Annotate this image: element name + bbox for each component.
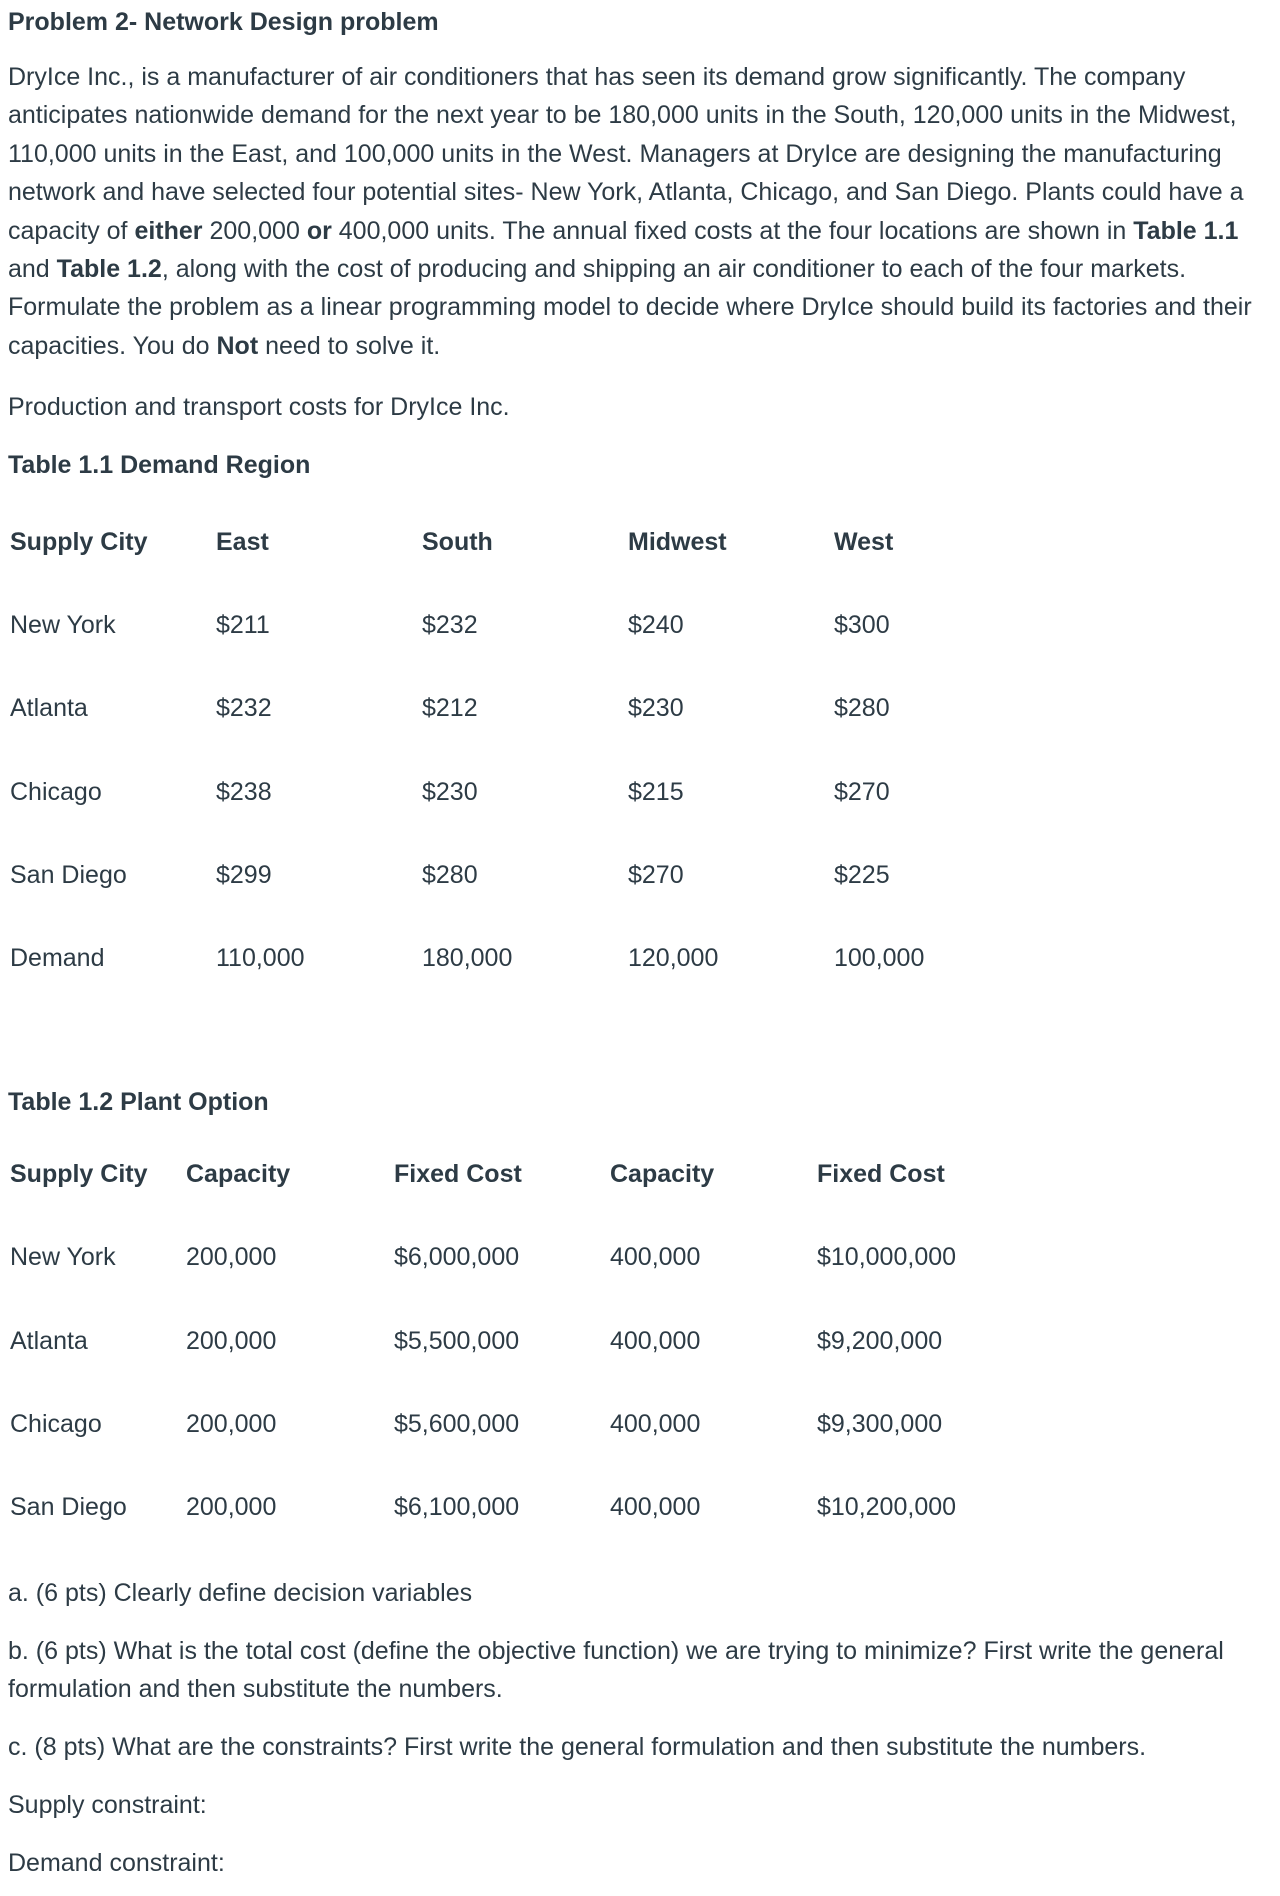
table2-cell-r3-c2: $6,100,000 <box>394 1493 520 1521</box>
question-c: c. (8 pts) What are the constraints? First write the general formulation and then substitute the numbers. <box>8 1733 1147 1761</box>
table2-cell-r2-c1: 200,000 <box>186 1410 277 1438</box>
intro-text-1: DryIce Inc., is a manufacturer of air conditioners that has seen its demand grow significantly. The company anticipates nationwide demand for the next year to be 180,000 units in the South, 120,000 units in the Midwest, 110,000 units in the East, and 100,000 units in the West. Managers at DryIce are designing the manufacturing network and have selected four potential sites- New York, Atlanta, Chicago, and San Diego. Plants could have a capacity of <box>8 63 1244 245</box>
intro-bold-table12: Table 1.2 <box>56 255 162 284</box>
table2-header-2: Fixed Cost <box>394 1160 522 1188</box>
table1-cell-r1-c2: $212 <box>422 694 478 722</box>
table2-cell-r2-c2: $5,600,000 <box>394 1410 520 1438</box>
table1-cell-r0-c0: New York <box>10 611 116 639</box>
table1-cell-r0-c4: $300 <box>834 611 890 639</box>
intro-text-6: need to solve it. <box>258 331 441 360</box>
table2-cell-r0-c1: 200,000 <box>186 1243 277 1271</box>
table1-cell-r0-c3: $240 <box>628 611 684 639</box>
table2-cell-r3-c4: $10,200,000 <box>817 1493 957 1521</box>
table1-cell-r4-c1: 110,000 <box>216 944 305 972</box>
problem-title: Problem 2- Network Design problem <box>8 8 439 36</box>
table2-cell-r3-c3: 400,000 <box>610 1493 701 1521</box>
table1-cell-r3-c0: San Diego <box>10 861 127 889</box>
table1-cell-r2-c0: Chicago <box>10 778 102 806</box>
supply-constraint-label: Supply constraint: <box>8 1791 207 1819</box>
table1-cell-r2-c3: $215 <box>628 778 684 806</box>
table2-cell-r0-c4: $10,000,000 <box>817 1243 957 1271</box>
intro-bold-either: either <box>134 216 203 245</box>
table1-cell-r0-c1: $211 <box>216 611 270 639</box>
table2-cell-r3-c1: 200,000 <box>186 1493 277 1521</box>
table2-header-0: Supply City <box>10 1160 148 1188</box>
table1-cell-r1-c4: $280 <box>834 694 890 722</box>
table2-header-4: Fixed Cost <box>817 1160 945 1188</box>
table1-cell-r1-c0: Atlanta <box>10 694 88 722</box>
table1-cell-r3-c2: $280 <box>422 861 478 889</box>
table1-cell-r4-c0: Demand <box>10 944 105 972</box>
table2-cell-r3-c0: San Diego <box>10 1493 127 1521</box>
table1-cell-r3-c1: $299 <box>216 861 272 889</box>
intro-text-4: and <box>8 255 57 284</box>
costs-caption: Production and transport costs for DryIce Inc. <box>8 393 510 421</box>
table2-cell-r1-c4: $9,200,000 <box>817 1327 943 1355</box>
demand-constraint-label: Demand constraint: <box>8 1849 225 1877</box>
intro-text-3: 400,000 units. The annual fixed costs at the four locations are shown in <box>331 216 1134 245</box>
table1-cell-r3-c4: $225 <box>834 861 890 889</box>
table2-cell-r0-c2: $6,000,000 <box>394 1243 520 1271</box>
question-a: a. (6 pts) Clearly define decision variables <box>8 1579 473 1607</box>
table1-cell-r0-c2: $232 <box>422 611 478 639</box>
question-b: b. (6 pts) What is the total cost (define the objective function) we are trying to minimize? First write the general formulation and then substitute the numbers. <box>8 1637 1224 1704</box>
table1-title: Table 1.1 Demand Region <box>8 451 311 479</box>
table2-cell-r0-c3: 400,000 <box>610 1243 701 1271</box>
table1-header-2: South <box>422 528 493 556</box>
table1-cell-r3-c3: $270 <box>628 861 684 889</box>
table1-header-1: East <box>216 528 269 556</box>
table1-header-0: Supply City <box>10 528 148 556</box>
table1-header-3: Midwest <box>628 528 727 556</box>
table2-header-1: Capacity <box>186 1160 291 1188</box>
intro-bold-or: or <box>306 216 332 245</box>
problem-description <box>8 58 1272 365</box>
table2-cell-r1-c3: 400,000 <box>610 1327 701 1355</box>
table1-header-4: West <box>834 528 894 556</box>
table1-cell-r4-c3: 120,000 <box>628 944 719 972</box>
table1-cell-r2-c1: $238 <box>216 778 272 806</box>
table2-cell-r2-c3: 400,000 <box>610 1410 701 1438</box>
table2-cell-r1-c1: 200,000 <box>186 1327 277 1355</box>
table1-cell-r1-c1: $232 <box>216 694 272 722</box>
table2-cell-r0-c0: New York <box>10 1243 116 1271</box>
table1-cell-r2-c4: $270 <box>834 778 890 806</box>
table1-cell-r2-c2: $230 <box>422 778 478 806</box>
table2-cell-r2-c0: Chicago <box>10 1410 102 1438</box>
table2-cell-r1-c0: Atlanta <box>10 1327 88 1355</box>
table2-cell-r1-c2: $5,500,000 <box>394 1327 520 1355</box>
table2-header-3: Capacity <box>610 1160 715 1188</box>
table1-cell-r1-c3: $230 <box>628 694 684 722</box>
intro-text-5: , along with the cost of producing and shipping an air conditioner to each of the four markets. Formulate the problem as a linear programming model to decide where DryIce should build its factories and their capacities. You do <box>8 255 1252 360</box>
table1-cell-r4-c4: 100,000 <box>834 944 925 972</box>
table1-cell-r4-c2: 180,000 <box>422 944 513 972</box>
intro-bold-not: Not <box>216 331 259 360</box>
table2-title: Table 1.2 Plant Option <box>8 1088 269 1116</box>
table2-cell-r2-c4: $9,300,000 <box>817 1410 943 1438</box>
intro-text-2: 200,000 <box>202 216 307 245</box>
intro-bold-table11: Table 1.1 <box>1133 216 1239 245</box>
